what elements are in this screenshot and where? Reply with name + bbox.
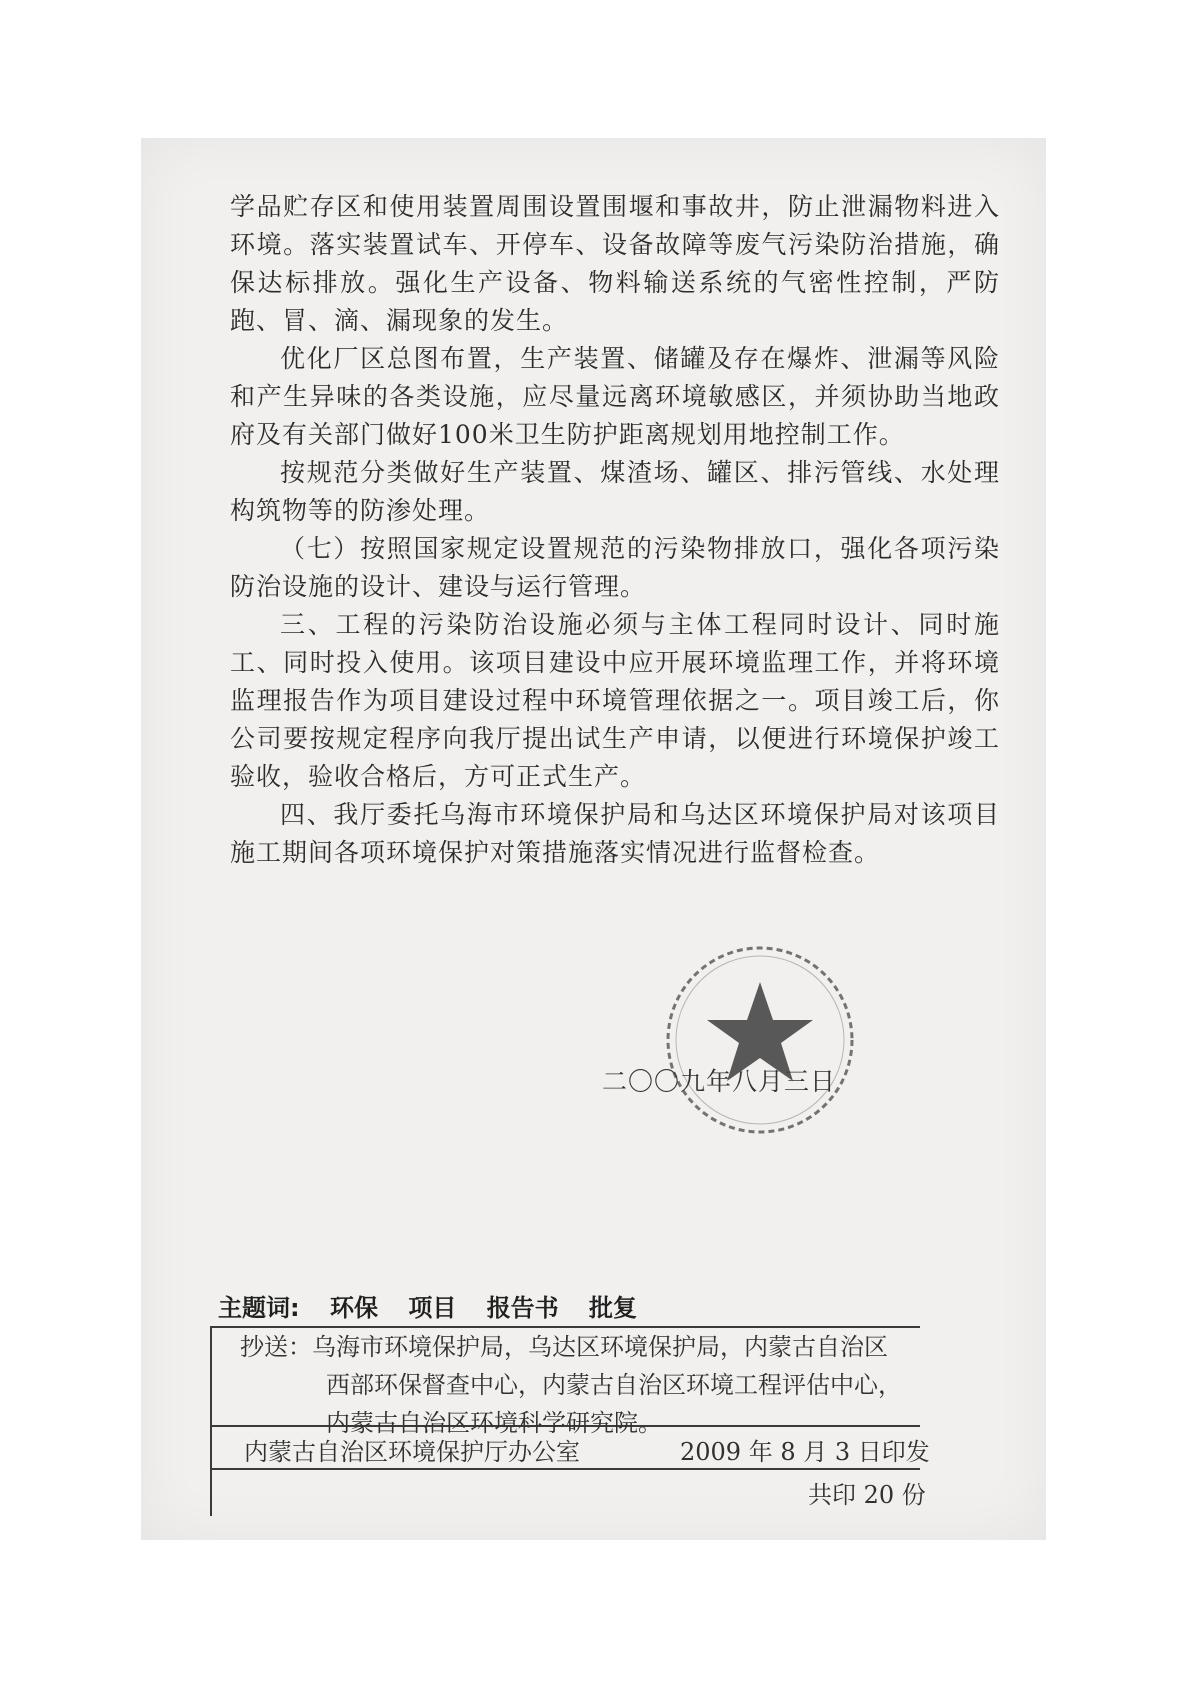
body-paragraph: 按规范分类做好生产装置、煤渣场、罐区、排污管线、水处理构筑物等的防渗处理。 <box>230 458 1000 525</box>
body-paragraph: （七）按照国家规定设置规范的污染物排放口，强化各项污染防治设施的设计、建设与运行管理。 <box>230 534 1000 601</box>
signature-date: 二〇〇九年八月三日 <box>602 1067 837 1096</box>
divider <box>210 1326 212 1516</box>
subject-keywords <box>218 1288 637 1323</box>
issue-date: 2009 年 8 月 3 日印发 <box>680 1438 930 1466</box>
copy-count: 共印 20 份 <box>808 1481 926 1509</box>
body-paragraph: 优化厂区总图布置，生产装置、储罐及存在爆炸、泄漏等风险和产生异味的各类设施，应尽量远离环境敏感区，并须协助当地政府及有关部门做好100米卫生防护距离规划用地控制工作。 <box>230 344 1000 449</box>
body-paragraph: 学品贮存区和使用装置周围设置围堰和事故井，防止泄漏物料进入环境。落实装置试车、开停车、设备故障等废气污染防治措施，确保达标排放。强化生产设备、物料输送系统的气密性控制，严防跑、冒、滴、漏现象的发生。 <box>230 192 1000 335</box>
body-paragraph: 三、工程的污染防治设施必须与主体工程同时设计、同时施工、同时投入使用。该项目建设中应开展环境监理工作，并将环境监理报告作为项目建设过程中环境管理依据之一。项目竣工后，你公司要按规定程序向我厅提出试生产申请，以便进行环境保护竣工验收，验收合格后，方可正式生产。 <box>230 610 1000 791</box>
subject-term: 报告书 <box>486 1294 559 1322</box>
cc-recipients <box>240 1328 902 1442</box>
cc-line: 西部环保督查中心，内蒙古自治区环境工程评估中心， <box>326 1371 902 1399</box>
official-seal-icon <box>660 940 860 1140</box>
document-body <box>230 188 1000 872</box>
divider <box>210 1468 920 1470</box>
subject-term: 环保 <box>329 1294 378 1322</box>
subject-term: 批复 <box>589 1294 638 1322</box>
body-paragraph: 四、我厅委托乌海市环境保护局和乌达区环境保护局对该项目施工期间各项环境保护对策措施落实情况进行监督检查。 <box>230 800 1000 867</box>
subject-label: 主题词: <box>218 1294 300 1322</box>
subject-term: 项目 <box>408 1294 457 1322</box>
cc-line: 抄送：乌海市环境保护局，乌达区环境保护局，内蒙古自治区 <box>240 1333 888 1361</box>
cc-line: 内蒙古自治区环境科学研究院。 <box>326 1409 662 1437</box>
issuing-office: 内蒙古自治区环境保护厅办公室 <box>244 1438 580 1466</box>
